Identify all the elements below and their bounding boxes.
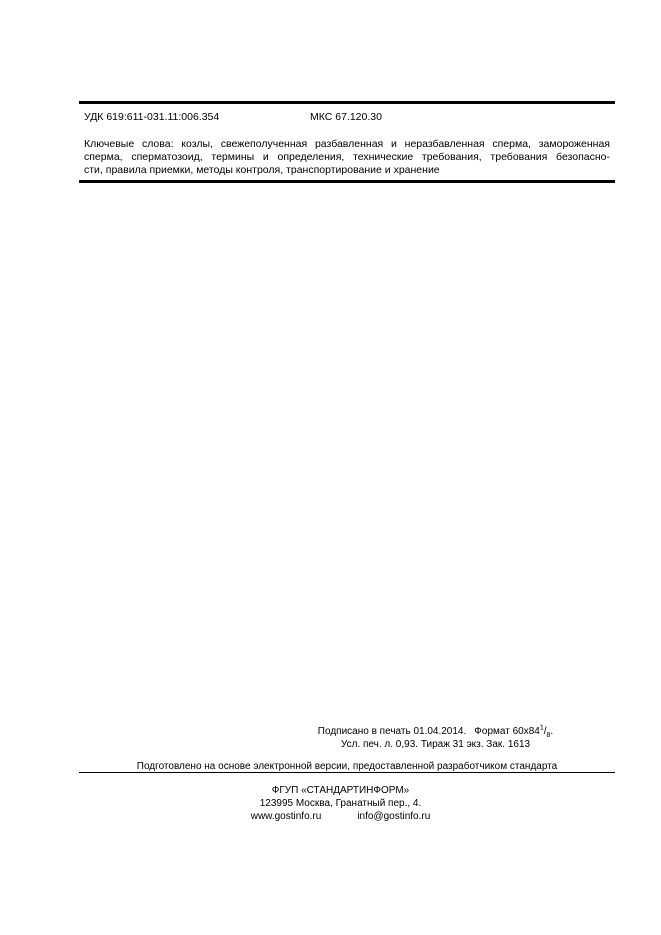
format-denominator: 8 (546, 732, 551, 739)
format-suffix: . (550, 726, 554, 737)
keywords-block (84, 138, 610, 177)
email-link[interactable]: info@gostinfo.ru (357, 811, 431, 822)
publisher-contacts (10, 810, 661, 823)
keywords-line-2: сперма, сперматозоид, термины и определения, технические требования, требования безопасно- (84, 151, 610, 163)
website-link[interactable]: www.gostinfo.ru (250, 811, 322, 822)
signed-date: Подписано в печать 01.04.2014. (317, 726, 467, 737)
publisher-block (10, 784, 661, 823)
keywords-line-3: сти, правила приемки, методы контроля, транспортирование и хранение (84, 164, 440, 176)
mks-code: МКС 67.120.30 (310, 111, 382, 123)
udk-code: УДК 619:611-031.11:006.354 (84, 111, 220, 123)
top-rule (79, 101, 615, 104)
publisher-name: ФГУП «СТАНДАРТИНФОРМ» (271, 785, 410, 796)
format-numerator: 1 (539, 724, 544, 732)
prepared-rule (79, 772, 615, 773)
prepared-note: Подготовлено на основе электронной версии, предоставленной разработчиком стандарта (136, 761, 558, 772)
imprint-line-1: Подписано в печать 01.04.2014. Формат $60x84^1/_8$. (317, 724, 554, 739)
imprint-line-2: Усл. печ. л. 0,93. Тираж 31 экз. Зак. 1613 (340, 739, 531, 750)
publisher-address: 123995 Москва, Гранатный пер., 4. (259, 798, 422, 809)
imprint-block (105, 725, 661, 751)
keywords-line-1: Ключевые слова: козлы, свежеполученная разбавленная и неразбавленная сперма, замороженная (84, 138, 610, 150)
bottom-rule (79, 180, 615, 183)
format-prefix: Формат 60x84 (474, 726, 540, 737)
